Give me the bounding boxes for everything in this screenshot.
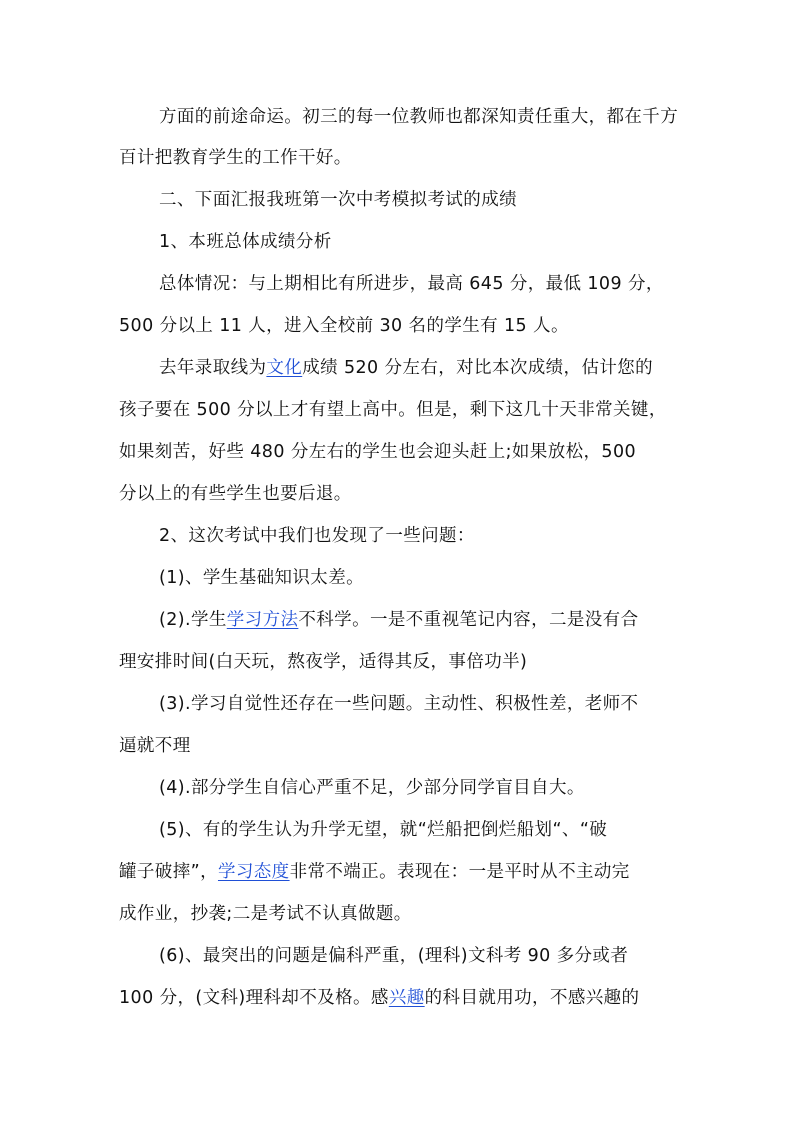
paragraph-7-line-1 <box>159 566 719 590</box>
text-run: 1、本班总体成绩分析 <box>159 232 332 252</box>
paragraph-2-line-1 <box>159 188 719 212</box>
text-run: 罐子破摔”， <box>119 862 218 882</box>
text-run: 孩子要在 500 分以上才有望上高中。但是，剩下这几十天非常关键， <box>119 400 667 420</box>
text-run: 理安排时间(白天玩，熬夜学，适得其反，事倍功半) <box>119 652 528 672</box>
paragraph-5-line-2 <box>119 398 679 422</box>
text-run: 总体情况：与上期相比有所进步，最高 645 分，最低 109 分， <box>159 274 664 294</box>
text-run: (1)、学生基础知识太差。 <box>159 568 364 588</box>
text-run: (5)、有的学生认为升学无望，就“烂船把倒烂船划“、“破 <box>159 820 608 840</box>
paragraph-11-line-1 <box>159 818 719 842</box>
text-run: 方面的前途命运。初三的每一位教师也都深知责任重大，都在千方 <box>159 107 679 127</box>
paragraph-11-line-3 <box>119 902 679 926</box>
text-run: (3).学习自觉性还存在一些问题。主动性、积极性差，老师不 <box>159 694 639 714</box>
text-run: 百计把教育学生的工作干好。 <box>119 148 352 168</box>
paragraph-1-line-2 <box>119 146 679 170</box>
text-run: 500 分以上 11 人，进入全校前 30 名的学生有 15 人。 <box>119 316 569 336</box>
hyperlink[interactable]: 文化 <box>266 358 303 378</box>
text-run: (4).部分学生自信心严重不足，少部分同学盲目自大。 <box>159 778 585 798</box>
text-run: 逼就不理 <box>119 736 191 756</box>
text-run: (2).学生 <box>159 610 227 630</box>
paragraph-5-line-3 <box>119 440 679 464</box>
text-run: 如果刻苦，好些 480 分左右的学生也会迎头赶上;如果放松，500 <box>119 442 637 462</box>
paragraph-5-line-4 <box>119 482 679 506</box>
hyperlink[interactable]: 学习方法 <box>226 610 299 630</box>
hyperlink[interactable]: 兴趣 <box>388 988 425 1008</box>
paragraph-12-line-1 <box>159 944 719 968</box>
text-run: 二、下面汇报我班第一次中考模拟考试的成绩 <box>159 190 517 210</box>
text-run: 去年录取线为 <box>159 358 267 378</box>
text-run: 2、这次考试中我们也发现了一些问题： <box>159 526 475 546</box>
text-run: 成绩 520 分左右，对比本次成绩，估计您的 <box>302 358 654 378</box>
text-run: 非常不端正。表现在：一是平时从不主动完 <box>289 862 630 882</box>
paragraph-4-line-2 <box>119 314 679 338</box>
paragraph-6-line-1 <box>159 524 719 548</box>
paragraph-5-line-1 <box>159 356 719 380</box>
text-run: 分以上的有些学生也要后退。 <box>119 484 352 504</box>
paragraph-8-line-2 <box>119 650 679 674</box>
paragraph-4-line-1 <box>159 272 719 296</box>
text-run: 的科目就用功，不感兴趣的 <box>424 988 640 1008</box>
paragraph-1-line-1 <box>159 105 719 129</box>
hyperlink[interactable]: 学习态度 <box>217 862 290 882</box>
paragraph-9-line-2 <box>119 734 679 758</box>
paragraph-3-line-1 <box>159 230 719 254</box>
paragraph-10-line-1 <box>159 776 719 800</box>
text-run: (6)、最突出的问题是偏科严重，(理科)文科考 90 多分或者 <box>159 946 629 966</box>
paragraph-11-line-2 <box>119 860 679 884</box>
text-run: 不科学。一是不重视笔记内容，二是没有合 <box>298 610 639 630</box>
paragraph-9-line-1 <box>159 692 719 716</box>
paragraph-12-line-2 <box>119 986 679 1010</box>
paragraph-8-line-1 <box>159 608 719 632</box>
text-run: 成作业，抄袭;二是考试不认真做题。 <box>119 904 412 924</box>
text-run: 100 分，(文科)理科却不及格。感 <box>119 988 389 1008</box>
